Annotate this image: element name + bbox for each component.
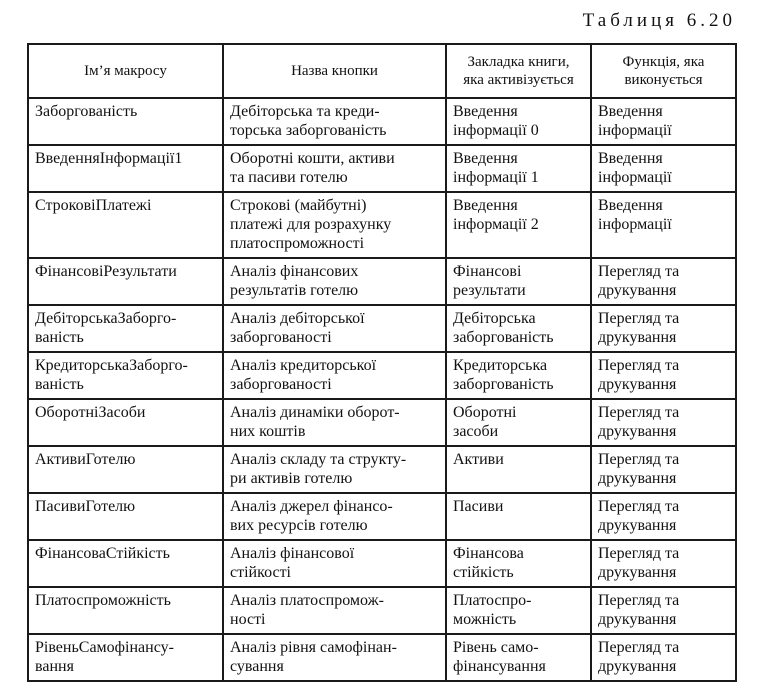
- workbook-tab-cell: Кредиторська заборгованість: [446, 352, 591, 399]
- header-function: Функція, яка виконується: [591, 44, 736, 98]
- table-row: [28, 540, 736, 587]
- workbook-tab-cell: Активи: [446, 446, 591, 493]
- workbook-tab-cell: Оборотні засоби: [446, 399, 591, 446]
- macro-name-cell: АктивиГотелю: [28, 446, 223, 493]
- workbook-tab-cell: Введення інформації 2: [446, 192, 591, 258]
- macro-name-cell: ВведенняІнформації1: [28, 145, 223, 192]
- button-name-cell: Оборотні кошти, активи та пасиви готелю: [223, 145, 446, 192]
- macro-table: [27, 43, 737, 682]
- macro-name-cell: Платоспроможність: [28, 587, 223, 634]
- workbook-tab-cell: Дебіторська заборгованість: [446, 305, 591, 352]
- macro-name-cell: ДебіторськаЗаборго- ваність: [28, 305, 223, 352]
- table-row: [28, 258, 736, 305]
- button-name-cell: Аналіз дебіторської заборгованості: [223, 305, 446, 352]
- table-row: [28, 399, 736, 446]
- table-row: [28, 587, 736, 634]
- workbook-tab-cell: Рівень само- фінансування: [446, 634, 591, 681]
- function-cell: Перегляд та друкування: [591, 634, 736, 681]
- table-row: [28, 634, 736, 681]
- function-cell: Перегляд та друкування: [591, 352, 736, 399]
- table-row: [28, 98, 736, 145]
- header-workbook-tab: Закладка книги, яка активізується: [446, 44, 591, 98]
- button-name-cell: Дебіторська та креди- торська заборгованість: [223, 98, 446, 145]
- workbook-tab-cell: Фінансові результати: [446, 258, 591, 305]
- button-name-cell: Аналіз рівня самофінан- сування: [223, 634, 446, 681]
- function-cell: Перегляд та друкування: [591, 305, 736, 352]
- header-row: [28, 44, 736, 98]
- table-row: [28, 145, 736, 192]
- macro-name-cell: СтроковіПлатежі: [28, 192, 223, 258]
- function-cell: Перегляд та друкування: [591, 446, 736, 493]
- workbook-tab-cell: Введення інформації 1: [446, 145, 591, 192]
- button-name-cell: Аналіз платоспромож- ності: [223, 587, 446, 634]
- workbook-tab-cell: Введення інформації 0: [446, 98, 591, 145]
- function-cell: Перегляд та друкування: [591, 587, 736, 634]
- function-cell: Введення інформації: [591, 145, 736, 192]
- header-macro-name: Ім’я макросу: [28, 44, 223, 98]
- button-name-cell: Аналіз складу та структу- ри активів готелю: [223, 446, 446, 493]
- workbook-tab-cell: Фінансова стійкість: [446, 540, 591, 587]
- macro-name-cell: КредиторськаЗаборго- ваність: [28, 352, 223, 399]
- function-cell: Перегляд та друкування: [591, 399, 736, 446]
- button-name-cell: Аналіз джерел фінансо- вих ресурсів готелю: [223, 493, 446, 540]
- header-button-name: Назва кнопки: [223, 44, 446, 98]
- table-row: [28, 446, 736, 493]
- function-cell: Перегляд та друкування: [591, 493, 736, 540]
- macro-name-cell: ФінансоваСтійкість: [28, 540, 223, 587]
- table-row: [28, 305, 736, 352]
- macro-name-cell: ОборотніЗасоби: [28, 399, 223, 446]
- button-name-cell: Аналіз динаміки оборот- них коштів: [223, 399, 446, 446]
- button-name-cell: Аналіз фінансової стійкості: [223, 540, 446, 587]
- macro-name-cell: РівеньСамофінансу- вання: [28, 634, 223, 681]
- table-caption: Таблиця 6.20: [582, 10, 736, 31]
- function-cell: Перегляд та друкування: [591, 540, 736, 587]
- button-name-cell: Аналіз фінансових результатів готелю: [223, 258, 446, 305]
- table-row: [28, 493, 736, 540]
- macro-name-cell: Заборгованість: [28, 98, 223, 145]
- macro-name-cell: ПасивиГотелю: [28, 493, 223, 540]
- function-cell: Перегляд та друкування: [591, 258, 736, 305]
- button-name-cell: Строкові (майбутні) платежі для розрахунку платоспроможності: [223, 192, 446, 258]
- table-row: [28, 192, 736, 258]
- function-cell: Введення інформації: [591, 98, 736, 145]
- function-cell: Введення інформації: [591, 192, 736, 258]
- table-row: [28, 352, 736, 399]
- button-name-cell: Аналіз кредиторської заборгованості: [223, 352, 446, 399]
- workbook-tab-cell: Платоспро- можність: [446, 587, 591, 634]
- workbook-tab-cell: Пасиви: [446, 493, 591, 540]
- macro-name-cell: ФінансовіРезультати: [28, 258, 223, 305]
